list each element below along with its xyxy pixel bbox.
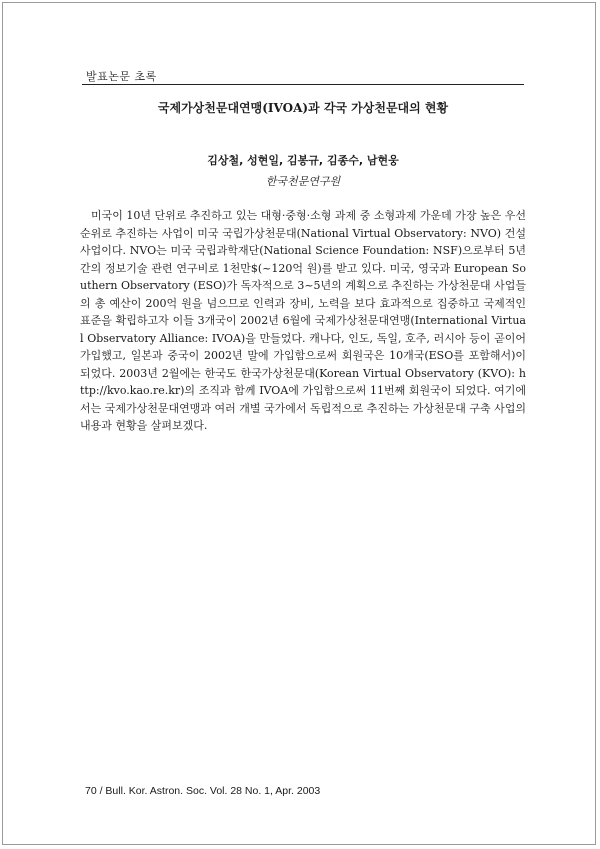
page-footer-citation: 70 / Bull. Kor. Astron. Soc. Vol. 28 No. 1, Apr. 2003	[85, 785, 321, 797]
paper-title: 국제가상천문대연맹(IVOA)과 각국 가상천문대의 현황	[157, 101, 449, 115]
author-affiliation: 한국천문연구원	[265, 175, 341, 188]
section-label: 발표논문 초록	[86, 70, 157, 83]
author-list: 김상철, 성현일, 김봉규, 김종수, 남현웅	[207, 154, 399, 167]
abstract-body: 미국이 10년 단위로 추진하고 있는 대형·중형·소형 과제 중 소형과제 가운데 가장 높은 우선순위로 추진하는 사업이 미국 국립가상천문대(National Virtual Observatory: NVO) 건설사업이다. NVO는 미국 국립과학재단(National Science Foundation: NSF)으로부터 5년간의 정보기술 관련 연구비로 1천만$(~120억 원)를 받고 있다. 미국, 영국과 European Southern Observatory (ESO)가 독자적으로 3~5년의 계획으로 추진하는 가상천문대 사업들의 총 예산이 200억 원을 넘으므로 인력과 장비, 노력을 보다 효과적으로 집중하고 국제적인 표준을 확립하고자 이들 3개국이 2002년 6월에 국제가상천문대연맹(International Virtual Observatory Alliance: IVOA)을 만들었다. 캐나다, 인도, 독일, 호주, 러시아 등이 곧이어 가입했고, 일본과 중국이 2002년 말에 가입함으로써 회원국은 10개국(ESO를 포함해서)이 되었다. 2003년 2월에는 한국도 한국가상천문대(Korean Virtual Observatory (KVO): http://kvo.kao.re.kr)의 조직과 함께 IVOA에 가입함으로써 11번째 회원국이 되었다. 여기에서는 국제가상천문대연맹과 여러 개별 국가에서 독립적으로 추진하는 가상천문대 구축 사업의 내용과 현황을 살펴보겠다.	[80, 209, 526, 432]
header-divider	[82, 84, 524, 85]
